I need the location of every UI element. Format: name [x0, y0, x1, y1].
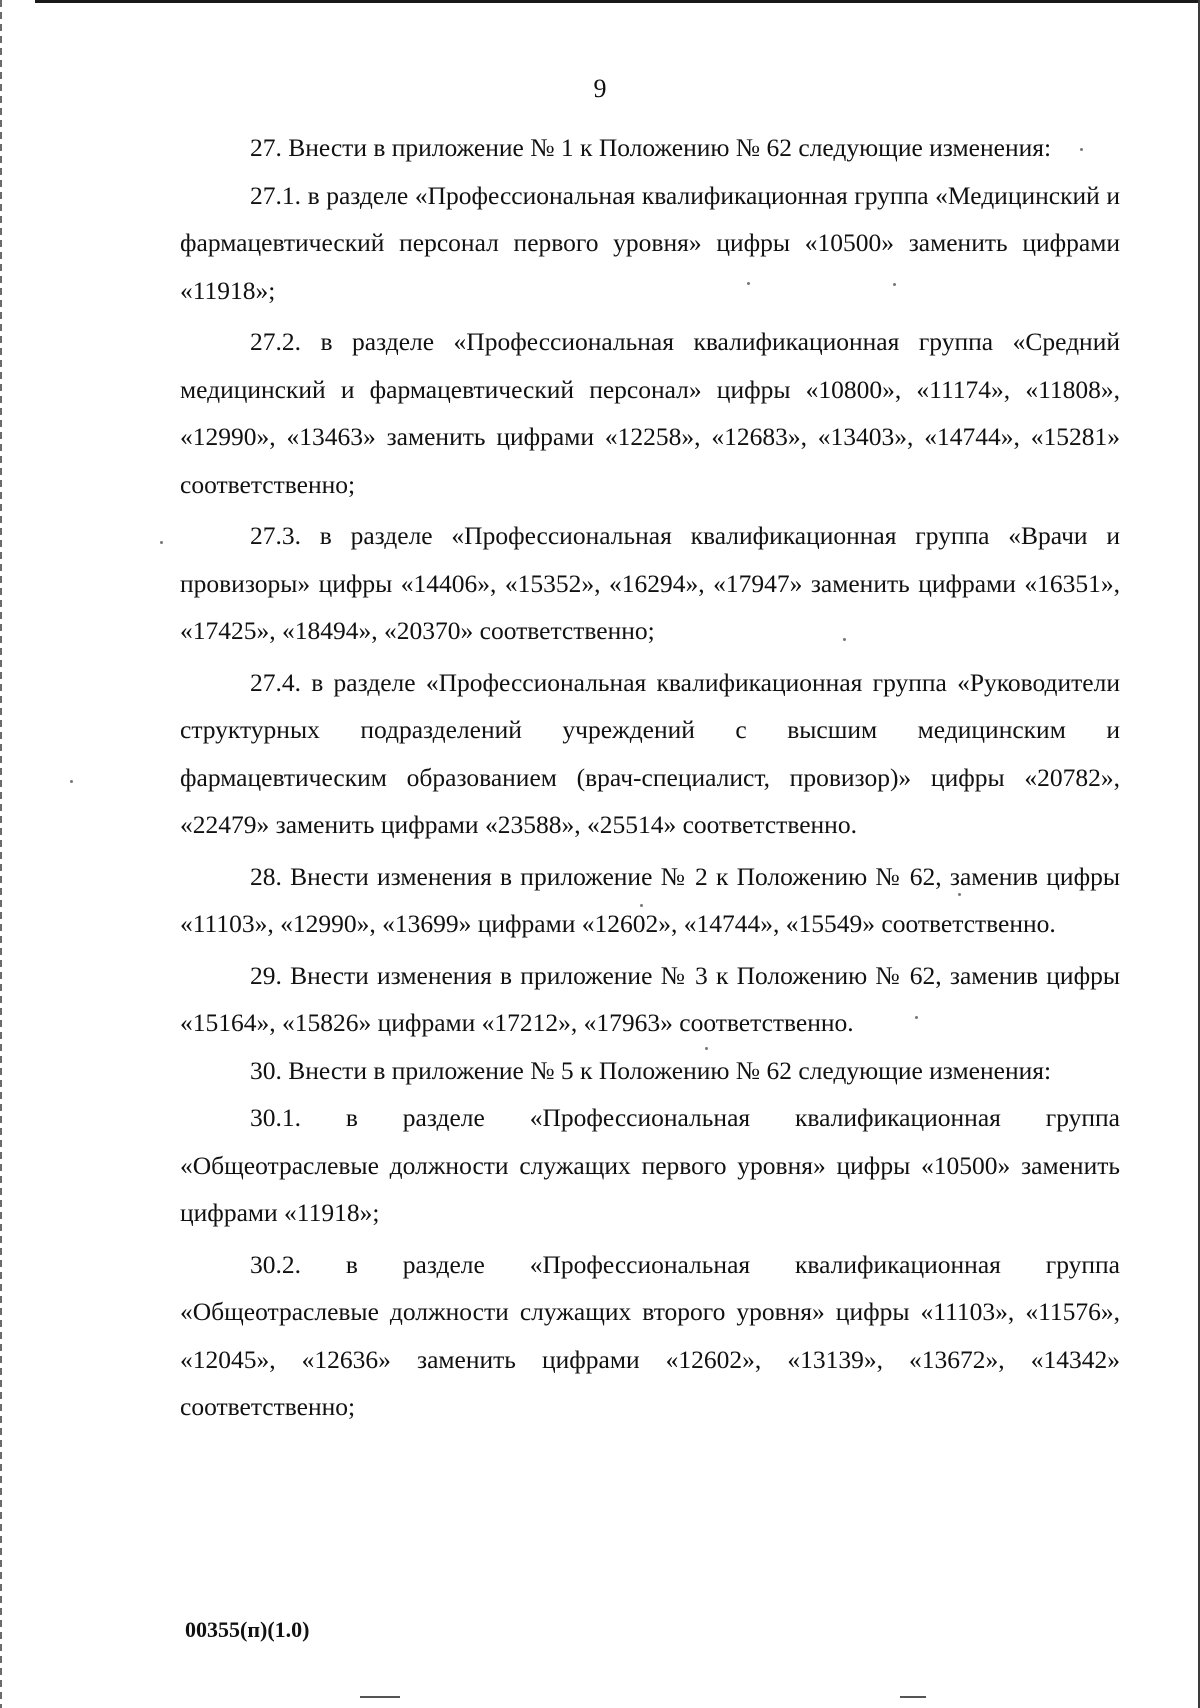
scan-speck — [747, 282, 750, 285]
paragraph-29: 29. Внести изменения в приложение № 3 к Положению № 62, заменив цифры «15164», «15826» цифрами «17212», «17963» соответственно. — [180, 960, 1120, 1037]
scan-left-edge — [0, 0, 2, 1708]
paragraph-30-1: 30.1. в разделе «Профессиональная квалификационная группа «Общеотраслевые должности служащих первого уровня» цифры «10500» заменить цифрами «11918»; — [180, 1103, 1120, 1227]
scan-speck — [958, 893, 961, 896]
scan-top-edge — [35, 0, 1200, 3]
paragraph-27-2: 27.2. в разделе «Профессиональная квалификационная группа «Средний медицинский и фармацевтический персонал» цифры «10800», «11174», «11808», «12990», «13463» заменить цифрами «12258», «12683», «13403», «14744», «15281» соответственно; — [180, 327, 1120, 499]
scan-speck — [160, 541, 163, 544]
paragraph-27: 27. Внести в приложение № 1 к Положению № 62 следующие изменения: — [250, 133, 1052, 162]
scan-mark — [360, 1696, 400, 1698]
paragraph-27-4: 27.4. в разделе «Профессиональная квалификационная группа «Руководители структурных подразделений учреждений с высшим медицинским и фармацевтическим образованием (врач-специалист, провизор)» цифры «20782», «22479» заменить цифрами «23588», «25514» соответственно. — [180, 667, 1120, 839]
paragraph-28: 28. Внести изменения в приложение № 2 к Положению № 62, заменив цифры «11103», «12990», «13699» цифрами «12602», «14744», «15549» соответственно. — [180, 861, 1120, 938]
paragraph-27-1: 27.1. в разделе «Профессиональная квалификационная группа «Медицинский и фармацевтический персонал первого уровня» цифры «10500» заменить цифрами «11918»; — [180, 180, 1120, 305]
paragraph-30-2: 30.2. в разделе «Профессиональная квалификационная группа «Общеотраслевые должности служащих второго уровня» цифры «11103», «11576», «12045», «12636» заменить цифрами «12602», «13139», «13672», «14342» соответственно; — [180, 1249, 1120, 1421]
scan-speck — [640, 904, 643, 907]
scan-speck — [705, 1047, 708, 1050]
scan-speck — [915, 1016, 918, 1019]
paragraph-30: 30. Внести в приложение № 5 к Положению № 62 следующие изменения: — [250, 1055, 1052, 1085]
scan-speck — [843, 638, 846, 641]
document-code: 00355(п)(1.0) — [185, 1617, 310, 1642]
page-number: 9 — [593, 74, 607, 103]
scan-mark — [900, 1696, 926, 1698]
scan-speck — [70, 780, 73, 783]
scan-speck — [1080, 148, 1083, 151]
document-body — [180, 124, 1120, 1431]
scan-speck — [893, 283, 896, 286]
paragraph-27-3: 27.3. в разделе «Профессиональная квалификационная группа «Врачи и провизоры» цифры «14406», «15352», «16294», «17947» заменить цифрами «16351», «17425», «18494», «20370» соответственно; — [180, 521, 1120, 645]
